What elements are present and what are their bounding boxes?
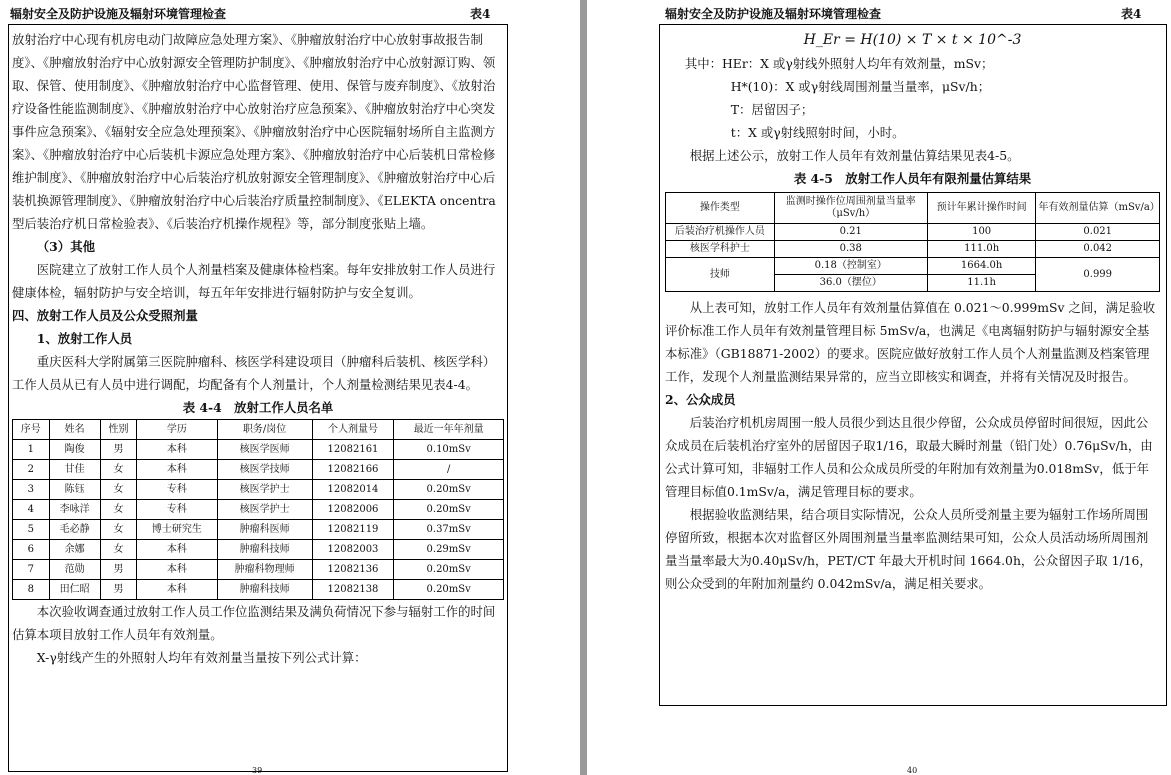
- definition-line: 其中：HEr：X 或γ射线外照射人均年有效剂量，mSv；: [684, 56, 994, 71]
- table-4-4-caption: 表 4-4 放射工作人员名单: [182, 400, 334, 415]
- table-4-4: [12, 419, 504, 600]
- table-cell: 12082006: [312, 500, 394, 520]
- col-header: 个人剂量号: [312, 420, 394, 440]
- table-row: [13, 480, 504, 500]
- table-cell: 余娜: [49, 540, 100, 560]
- table-header-row: [13, 420, 504, 440]
- table-4-4-body: [13, 440, 504, 600]
- para-formula-intro: X-γ射线产生的外照射人均年有效剂量当量按下列公式计算：: [36, 650, 367, 665]
- right-body: [665, 28, 1160, 595]
- table-row: [13, 520, 504, 540]
- table-cell: 陶俊: [49, 440, 100, 460]
- table-cell: 女: [100, 460, 137, 480]
- definition-line: T：居留因子；: [730, 102, 814, 117]
- table-cell: 本科: [137, 540, 217, 560]
- table-cell: 本科: [137, 580, 217, 600]
- col-header: 序号: [13, 420, 50, 440]
- table-cell: 0.042: [1036, 241, 1160, 258]
- para-other: 医院建立了放射工作人员个人剂量档案及健康体检档案。每年安排放射工作人员进行健康体检，辐射防护与安全培训，每五年年安排进行辐射防护与安全复训。: [12, 262, 496, 300]
- page-40: [587, 0, 1171, 775]
- table-cell: 0.999: [1036, 258, 1160, 292]
- table-cell: 4: [13, 500, 50, 520]
- table-cell: 36.0（摆位）: [774, 275, 927, 292]
- page-number: 40: [907, 766, 918, 775]
- table-cell: 5: [13, 520, 50, 540]
- col-header: 姓名: [49, 420, 100, 440]
- table-cell: 0.20mSv: [394, 580, 504, 600]
- table-cell: 1664.0h: [927, 258, 1036, 275]
- table-cell: 核医学医师: [217, 440, 312, 460]
- left-body: [12, 28, 504, 669]
- table-cell: 8: [13, 580, 50, 600]
- para-after-table: 本次验收调查通过放射工作人员工作位监测结果及满负荷情况下参与辐射工作的时间估算本项目放射工作人员年有效剂量。: [12, 604, 496, 642]
- table-cell: 12082014: [312, 480, 394, 500]
- col-header: 操作类型: [666, 193, 775, 224]
- table-cell: 核医学护士: [217, 500, 312, 520]
- table-cell: 0.021: [1036, 224, 1160, 241]
- para-public-1: 后装治疗机机房周围一般人员很少到达且很少停留，公众成员停留时间很短，因此公众成员在后装机治疗室外的居留因子取1/16，取最大瞬时剂量（铅门处）0.76μSv/h，由公式计算可知，非辐射工作人员和公众成员所受的年附加有效剂量为0.018mSv，低于年管理目标值0.1mSv/a，满足管理目标的要求。: [665, 415, 1153, 499]
- col-header: 最近一年年剂量: [394, 420, 504, 440]
- table-cell: 肿瘤科物理师: [217, 560, 312, 580]
- table-4-5: [665, 192, 1160, 292]
- table-cell: 0.10mSv: [394, 440, 504, 460]
- header-table-label: 表4: [1121, 7, 1142, 21]
- para-conclusion: 从上表可知，放射工作人员年有效剂量估算值在 0.021～0.999mSv 之间，满足验收评价标准工作人员年有效剂量管理目标 5mSv/a，也满足《电离辐射防护与辐射源安全基本标准》（GB18871-2002）的要求。医院应做好放射工作人员个人剂量监测及档案管理工作，发现个人剂量监测结果异常的，应当立即核实和调查，并将有关情况及时报告。: [665, 300, 1156, 384]
- table-cell: 12082138: [312, 580, 394, 600]
- table-row: [13, 500, 504, 520]
- table-cell: 6: [13, 540, 50, 560]
- formula-definitions: [665, 52, 1160, 144]
- col-header: 职务/岗位: [217, 420, 312, 440]
- table-cell: 0.29mSv: [394, 540, 504, 560]
- table-cell: 111.0h: [927, 241, 1036, 258]
- section-4-heading: 四、放射工作人员及公众受照剂量: [12, 308, 198, 323]
- table-cell: 本科: [137, 560, 217, 580]
- table-cell: 毛必静: [49, 520, 100, 540]
- subheading-public: 2、公众成员: [665, 392, 736, 407]
- table-cell: 男: [100, 440, 137, 460]
- table-row: [13, 540, 504, 560]
- table-cell: 12082161: [312, 440, 394, 460]
- page-gap: [580, 0, 587, 775]
- para-public-2: 根据验收监测结果，结合项目实际情况，公众人员所受剂量主要为辐射工作场所周围停留所致，根据本次对监督区外周围剂量当量率监测结果可知，公众人员活动场所周围剂量当量率最大为0.40μSv/h，PET/CT 年最大开机时间 1664.0h，公众留因子取 1/16，则公众受到的年附加剂量约 0.042mSv/a，满足相关要求。: [665, 507, 1152, 591]
- table-cell: 0.20mSv: [394, 480, 504, 500]
- table-cell: 男: [100, 560, 137, 580]
- table-cell: 专科: [137, 480, 217, 500]
- table-cell: /: [394, 460, 504, 480]
- table-row: [13, 560, 504, 580]
- table-cell: 本科: [137, 440, 217, 460]
- table-cell: 肿瘤科医师: [217, 520, 312, 540]
- table-cell: 12082003: [312, 540, 394, 560]
- table-cell: 田仁昭: [49, 580, 100, 600]
- col-header: 监测时操作位周围剂量当量率（μSv/h）: [774, 193, 927, 224]
- table-cell: 甘佳: [49, 460, 100, 480]
- table-cell: 本科: [137, 460, 217, 480]
- table-cell: 女: [100, 540, 137, 560]
- header-title: 辐射安全及防护设施及辐射环境管理检查: [10, 7, 227, 21]
- col-header: 学历: [137, 420, 217, 440]
- table-cell: 0.37mSv: [394, 520, 504, 540]
- table-row: [666, 258, 1160, 275]
- page-number: 39: [252, 766, 263, 775]
- col-header: 性别: [100, 420, 137, 440]
- table-cell: 0.21: [774, 224, 927, 241]
- col-header: 预计年累计操作时间: [927, 193, 1036, 224]
- col-header: 年有效剂量估算（mSv/a）: [1036, 193, 1160, 224]
- page-39: [0, 0, 580, 775]
- table-cell: 7: [13, 560, 50, 580]
- table-cell: 0.38: [774, 241, 927, 258]
- header-table-label: 表4: [470, 7, 491, 21]
- table-cell: 12082166: [312, 460, 394, 480]
- table-cell: 男: [100, 580, 137, 600]
- header-title: 辐射安全及防护设施及辐射环境管理检查: [665, 7, 882, 21]
- table-cell: 肿瘤科技师: [217, 580, 312, 600]
- table-cell: 博士研究生: [137, 520, 217, 540]
- table-row: [13, 460, 504, 480]
- table-row: [13, 580, 504, 600]
- where-label: 其中：: [684, 56, 722, 71]
- para-system-list: 放射治疗中心现有机房电动门故障应急处理方案》、《肿瘤放射治疗中心放射事故报告制度》、《肿瘤放射治疗中心放射源安全管理防护制度》、《肿瘤放射治疗中心放射源订购、领取、保管、使用制度》、《肿瘤放射治疗中心监督管理、使用、保管与废弃制度》、《放射治疗设备性能监测制度》、《肿瘤放射治疗中心放射治疗应急预案》、《肿瘤放射治疗中心突发事件应急预案》、《辐射安全应急处理预案》、《肿瘤放射治疗中心医院辐射场所自主监测方案》、《肿瘤放射治疗中心后装机卡源应急处理方案》、《肿瘤放射治疗中心后装机日常检修维护制度》、《肿瘤放射治疗中心后装治疗机放射源安全管理制度》、《肿瘤放射治疗中心后装机换源管理制度》、《肿瘤放射治疗中心后装治疗质量控制制度》、《ELEKTA oncentra 型后装治疗机日常检验表》、《后装治疗机操作规程》等，部分制度张贴上墙。: [12, 32, 496, 231]
- table-cell: 专科: [137, 500, 217, 520]
- dose-formula: H_Er = H(10) × T × t × 10^-3: [803, 32, 1022, 48]
- table-cell: 后装治疗机操作人员: [666, 224, 775, 241]
- table-cell: 肿瘤科技师: [217, 540, 312, 560]
- table-cell: 核医学科护士: [666, 241, 775, 258]
- table-cell: 11.1h: [927, 275, 1036, 292]
- table-cell: 0.18（控制室）: [774, 258, 927, 275]
- table-cell: 陈钰: [49, 480, 100, 500]
- table-cell: 核医学护士: [217, 480, 312, 500]
- para-result: 根据上述公示，放射工作人员年有效剂量估算结果见表4-5。: [689, 148, 1020, 163]
- table-header-row: [666, 193, 1160, 224]
- table-cell: 1: [13, 440, 50, 460]
- para-staff: 重庆医科大学附属第三医院肿瘤科、核医学科建设项目（肿瘤科后装机、核医学科）工作人员从已有人员中进行调配，均配备有个人剂量计，个人剂量检测结果见表4-4。: [12, 354, 496, 392]
- definition-line: H*(10)：X 或γ射线周围剂量当量率，μSv/h；: [730, 79, 991, 94]
- table-row: [13, 440, 504, 460]
- table-cell: 12082119: [312, 520, 394, 540]
- table-4-5-caption: 表 4-5 放射工作人员年有限剂量估算结果: [793, 171, 1032, 186]
- subheading-staff: 1、放射工作人员: [36, 331, 133, 346]
- table-row: [666, 241, 1160, 258]
- table-cell: 0.20mSv: [394, 560, 504, 580]
- table-cell: 女: [100, 520, 137, 540]
- table-cell: 范勋: [49, 560, 100, 580]
- table-cell: 2: [13, 460, 50, 480]
- table-cell: 女: [100, 480, 137, 500]
- table-cell: 12082136: [312, 560, 394, 580]
- table-cell: 0.20mSv: [394, 500, 504, 520]
- table-cell: 技师: [666, 258, 775, 292]
- table-cell: 女: [100, 500, 137, 520]
- table-cell: 核医学技师: [217, 460, 312, 480]
- table-cell: 3: [13, 480, 50, 500]
- table-cell: 100: [927, 224, 1036, 241]
- table-cell: 李咏洋: [49, 500, 100, 520]
- subheading-other: （3）其他: [36, 239, 95, 254]
- definition-line: t：X 或γ射线照射时间，小时。: [730, 125, 905, 140]
- table-row: [666, 224, 1160, 241]
